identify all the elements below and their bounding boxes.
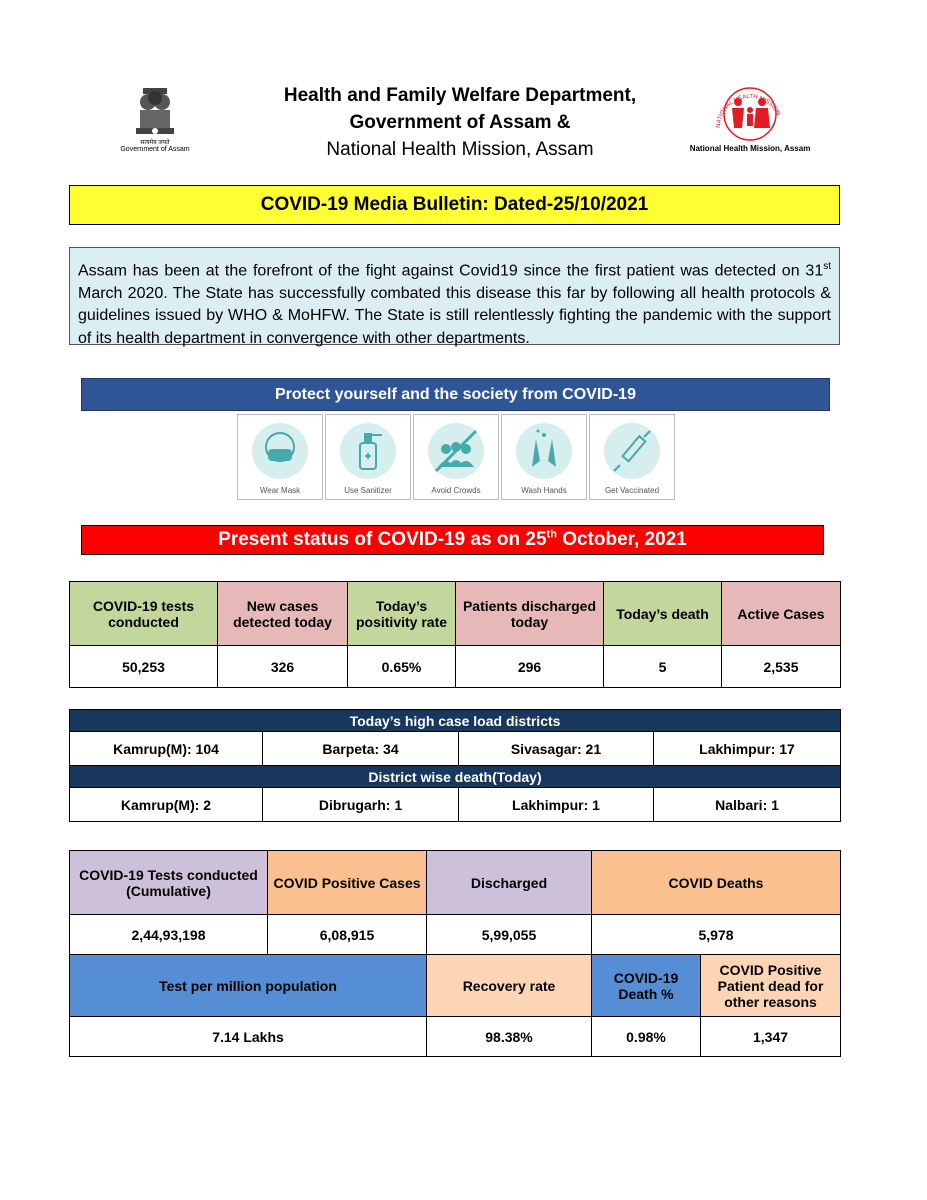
precaution-wear-mask	[237, 414, 323, 500]
header-new-cases: New cases detected today	[218, 582, 348, 646]
intro-text-2: March 2020. The State has successfully combated this disease this far by following all health protocols & guidelines issued by WHO & MoHFW. The State is still relentlessly fighting the pandemic with the support of its health department in convergence with other departments.	[78, 284, 831, 347]
header-cum-discharged: Discharged	[427, 851, 592, 915]
district-table	[69, 709, 841, 822]
nhm-family-icon	[680, 78, 820, 142]
precaution-icons	[237, 414, 677, 500]
value-other-reasons: 1,347	[701, 1017, 841, 1057]
value-cum-deaths: 5,978	[592, 915, 841, 955]
death-district: Nalbari: 1	[654, 788, 841, 822]
precaution-use-sanitizer	[325, 414, 411, 500]
value-death-percent: 0.98%	[592, 1017, 701, 1057]
header-positivity: Today’s positivity rate	[348, 582, 456, 646]
high-load-title-row	[70, 710, 841, 732]
value-active: 2,535	[722, 646, 841, 688]
precaution-label: Get Vaccinated	[604, 486, 660, 495]
sanitizer-icon	[338, 421, 398, 481]
cumulative-value-row	[70, 915, 841, 955]
header-test-per-million: Test per million population	[70, 955, 427, 1017]
daily-header-row	[70, 582, 841, 646]
header-discharged: Patients discharged today	[456, 582, 604, 646]
precaution-label: Avoid Crowds	[431, 486, 481, 495]
death-district: Lakhimpur: 1	[459, 788, 654, 822]
precaution-label: Use Sanitizer	[344, 486, 392, 495]
status-title	[81, 525, 824, 555]
cumulative-header-row	[70, 851, 841, 915]
emblem-caption: Government of Assam	[120, 146, 190, 153]
header-recovery-rate: Recovery rate	[427, 955, 592, 1017]
daily-value-row	[70, 646, 841, 688]
high-load-district: Lakhimpur: 17	[654, 732, 841, 766]
value-discharged: 296	[456, 646, 604, 688]
header-line-1: Health and Family Welfare Department,	[283, 85, 637, 106]
header-other-reasons: COVID Positive Patient dead for other reasons	[701, 955, 841, 1017]
high-load-row	[70, 732, 841, 766]
mask-icon	[250, 421, 310, 481]
crowd-icon	[426, 421, 486, 481]
value-death: 5	[604, 646, 722, 688]
value-cum-tests: 2,44,93,198	[70, 915, 268, 955]
high-load-title: Today’s high case load districts	[70, 710, 841, 732]
death-title: District wise death(Today)	[70, 766, 841, 788]
death-district: Kamrup(M): 2	[70, 788, 263, 822]
status-title-sup: th	[546, 528, 557, 541]
header-cum-deaths: COVID Deaths	[592, 851, 841, 915]
vaccine-icon	[602, 421, 662, 481]
value-recovery-rate: 98.38%	[427, 1017, 592, 1057]
precaution-get-vaccinated	[589, 414, 675, 500]
rates-value-row	[70, 1017, 841, 1057]
header-death-percent: COVID-19 Death %	[592, 955, 701, 1017]
bulletin-title: COVID-19 Media Bulletin: Dated-25/10/2021	[69, 185, 840, 225]
nhm-arc-text: NATIONAL HEALTH MISSION	[715, 93, 781, 129]
precaution-label: Wash Hands	[521, 486, 567, 495]
value-positivity: 0.65%	[348, 646, 456, 688]
value-test-per-million: 7.14 Lakhs	[70, 1017, 427, 1057]
high-load-district: Barpeta: 34	[263, 732, 459, 766]
value-tests: 50,253	[70, 646, 218, 688]
death-district: Dibrugarh: 1	[263, 788, 459, 822]
value-new-cases: 326	[218, 646, 348, 688]
precaution-label: Wear Mask	[259, 486, 301, 495]
status-title-text-1: Present status of COVID-19 as on 25	[218, 529, 547, 550]
header-death: Today’s death	[604, 582, 722, 646]
intro-sup: st	[823, 261, 831, 272]
high-load-district: Sivasagar: 21	[459, 732, 654, 766]
header-text	[240, 82, 680, 163]
header-line-2: Government of Assam &	[349, 112, 571, 133]
daily-status-table	[69, 581, 841, 688]
wash-hands-icon	[514, 421, 574, 481]
value-cum-positive: 6,08,915	[268, 915, 427, 955]
high-load-district: Kamrup(M): 104	[70, 732, 263, 766]
cumulative-table	[69, 850, 841, 1057]
value-cum-discharged: 5,99,055	[427, 915, 592, 955]
precaution-wash-hands	[501, 414, 587, 500]
header-line-3: National Health Mission, Assam	[326, 139, 594, 160]
nhm-logo	[680, 78, 820, 158]
nhm-caption: National Health Mission, Assam	[689, 144, 811, 153]
header-active: Active Cases	[722, 582, 841, 646]
precaution-avoid-crowds	[413, 414, 499, 500]
intro-text-1: Assam has been at the forefront of the fight against Covid19 since the first patient was detected on 31	[78, 262, 824, 280]
emblem-motto: सत्यमेव जयते	[140, 140, 170, 146]
status-title-text-2: October, 2021	[556, 529, 687, 550]
death-row	[70, 788, 841, 822]
death-title-row	[70, 766, 841, 788]
header-cum-tests: COVID-19 Tests conducted (Cumulative)	[70, 851, 268, 915]
rates-header-row	[70, 955, 841, 1017]
assam-emblem-logo	[110, 80, 200, 166]
header-cum-positive: COVID Positive Cases	[268, 851, 427, 915]
protect-title: Protect yourself and the society from COVID-19	[81, 378, 830, 411]
header-tests: COVID-19 tests conducted	[70, 582, 218, 646]
intro-paragraph	[69, 247, 840, 345]
lion-capital-icon	[110, 80, 200, 166]
